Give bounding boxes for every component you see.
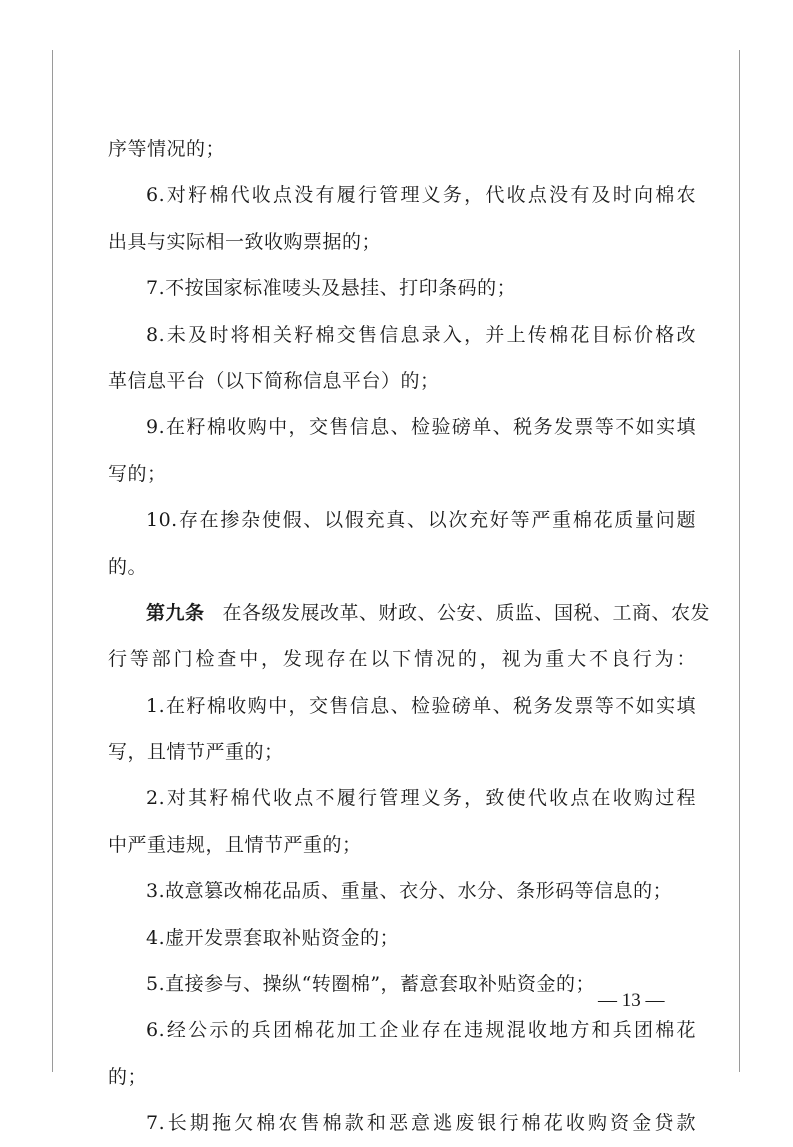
text-line: 7.长期拖欠棉农售棉款和恶意逃废银行棉花收购资金贷款 [146, 1112, 696, 1135]
left-margin-rule [52, 50, 53, 1072]
text-line: 2.对其籽棉代收点不履行管理义务，致使代收点在收购过程 [146, 787, 696, 810]
text-line: 行等部门检查中，发现存在以下情况的，视为重大不良行为： [108, 648, 696, 671]
text-line: 8.未及时将相关籽棉交售信息录入，并上传棉花目标价格改 [146, 323, 696, 346]
text-line: 出具与实际相一致收购票据的； [108, 230, 382, 253]
text-line: 9.在籽棉收购中，交售信息、检验磅单、税务发票等不如实填 [146, 416, 696, 439]
right-margin-rule [739, 50, 740, 1072]
text-line: 的； [108, 1065, 148, 1088]
text-line: 写，且情节严重的； [108, 741, 284, 764]
article-9-text: 在各级发展改革、财政、公安、质监、国税、工商、农发 [222, 601, 711, 624]
text-line: 10.存在掺杂使假、以假充真、以次充好等严重棉花质量问题 [146, 509, 696, 532]
page-number: — 13 — [598, 990, 665, 1011]
text-line: 6.对籽棉代收点没有履行管理义务，代收点没有及时向棉农 [146, 184, 696, 207]
text-line: 写的； [108, 462, 167, 485]
article-9-heading: 第九条 [146, 601, 205, 624]
text-line: 革信息平台（以下简称信息平台）的； [108, 369, 440, 392]
text-line: 1.在籽棉收购中，交售信息、检验磅单、税务发票等不如实填 [146, 694, 696, 717]
text-line: 5.直接参与、操纵“转圈棉”，蓄意套取补贴资金的； [146, 973, 596, 996]
article-9-first-line [108, 590, 711, 636]
text-line: 7.不按国家标准唛头及悬挂、打印条码的； [146, 277, 517, 300]
text-line: 中严重违规，且情节严重的； [108, 833, 362, 856]
text-line: 序等情况的； [108, 138, 226, 160]
text-line: 6.经公示的兵团棉花加工企业存在违规混收地方和兵团棉花 [146, 1019, 696, 1042]
text-line: 3.故意篡改棉花品质、重量、衣分、水分、条形码等信息的； [146, 880, 673, 903]
text-line: 的。 [108, 555, 148, 578]
text-line: 4.虚开发票套取补贴资金的； [146, 926, 400, 949]
